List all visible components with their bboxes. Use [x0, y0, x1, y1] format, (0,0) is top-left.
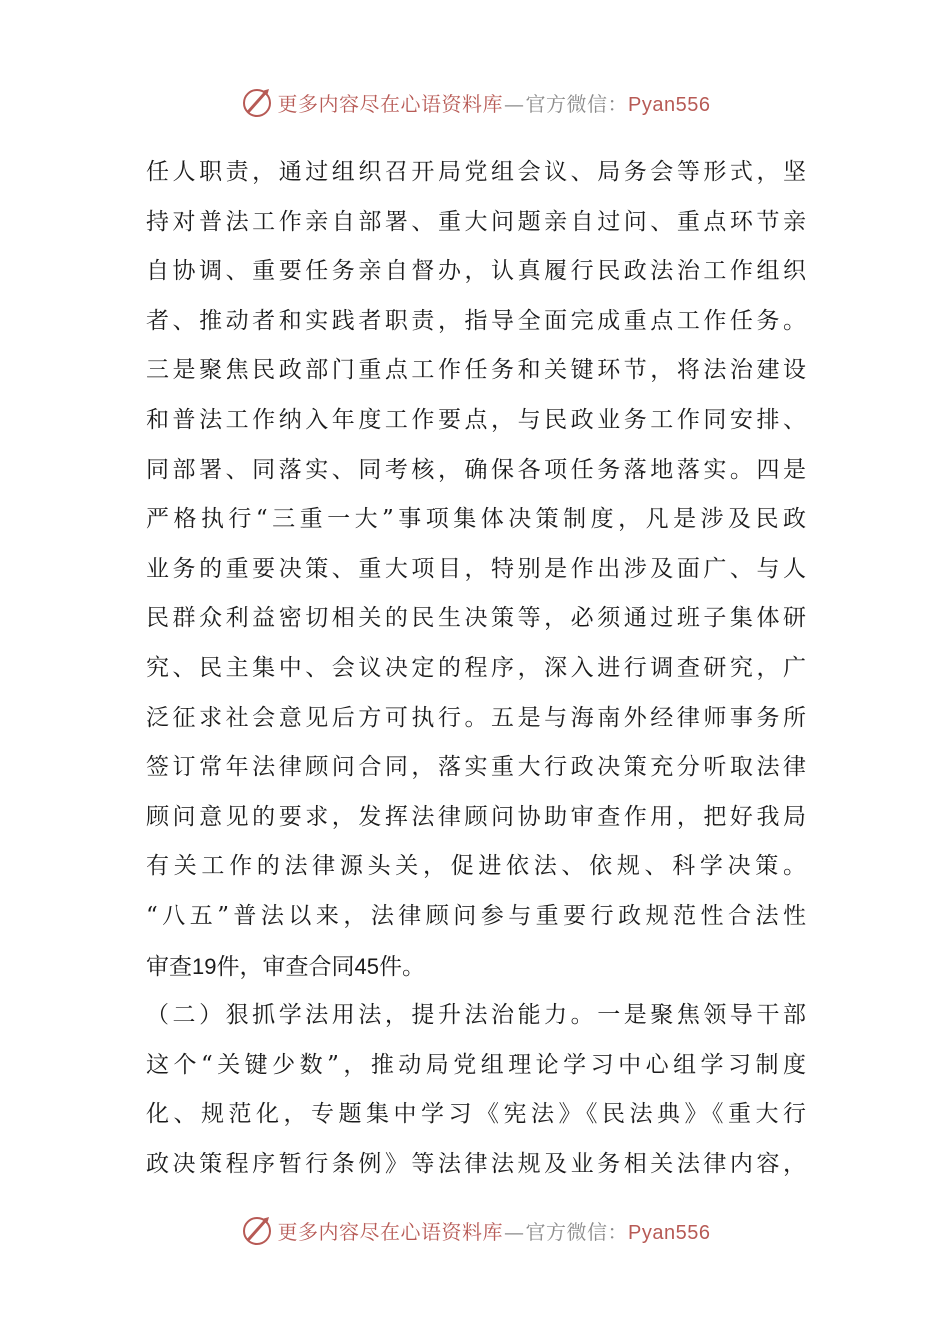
body-line: 任人职责，通过组织召开局党组会议、局务会等形式，坚: [146, 159, 806, 185]
body-line: 同部署、同落实、同考核，确保各项任务落地落实。四是: [146, 456, 806, 483]
body-line: 民群众利益密切相关的民生决策等，必须通过班子集体研: [146, 605, 806, 632]
body-line: 和普法工作纳入年度工作要点，与民政业务工作同安排、: [146, 406, 806, 433]
review-count-1: 19: [192, 953, 217, 979]
footer-watermark-banner: [0, 1210, 950, 1250]
footer-dash: —: [504, 1219, 525, 1244]
body-line: 化、规范化，专题集中学习《宪法》《民法典》《重大行: [146, 1101, 806, 1128]
footer-site-text: 更多内容尽在心语资料库: [277, 1219, 504, 1244]
pen-seal-logo-icon: [240, 1213, 274, 1247]
body-line: 者、推动者和实践者职责，指导全面完成重点工作任务。: [146, 307, 806, 334]
body-line: 政决策程序暂行条例》等法律法规及业务相关法律内容，: [146, 1150, 806, 1177]
body-line: 三是聚焦民政部门重点工作任务和关键环节，将法治建设: [146, 357, 806, 384]
header-site-text: 更多内容尽在心语资料库: [277, 91, 504, 116]
body-line: 自协调、重要任务亲自督办，认真履行民政法治工作组织: [146, 258, 806, 285]
header-wechat-label: 官方微信：: [525, 91, 629, 116]
line17-part2: 件，审查合同: [216, 953, 355, 980]
body-line-with-counts: [146, 942, 806, 992]
body-line: 签订常年法律顾问合同，落实重大行政决策充分听取法律: [146, 754, 806, 781]
header-dash: —: [504, 91, 525, 116]
footer-wechat-handle: Pyan556: [628, 1221, 711, 1244]
body-line: “八五”普法以来，法律顾问参与重要行政规范性合法性: [146, 902, 806, 929]
body-line: 有关工作的法律源头关，促进依法、依规、科学决策。: [146, 853, 806, 880]
header-watermark-text: [278, 88, 711, 117]
footer-watermark-text: [278, 1216, 711, 1245]
line17-part3: 件。: [378, 953, 425, 980]
body-line: 顾问意见的要求，发挥法律顾问协助审查作用，把好我局: [146, 803, 806, 830]
document-body: [146, 148, 806, 1189]
body-line: 持对普法工作亲自部署、重大问题亲自过问、重点环节亲: [146, 208, 806, 235]
footer-wechat-label: 官方微信：: [525, 1219, 629, 1244]
body-line: 严格执行“三重一大”事项集体决策制度，凡是涉及民政: [146, 506, 806, 533]
body-line: 这个“关键少数”，推动局党组理论学习中心组学习制度: [146, 1051, 806, 1078]
header-watermark-banner: [0, 82, 950, 122]
header-wechat-handle: Pyan556: [628, 93, 711, 116]
body-line: 泛征求社会意见后方可执行。五是与海南外经律师事务所: [146, 704, 806, 731]
pen-seal-logo-icon: [240, 85, 274, 119]
body-line: （二）狠抓学法用法，提升法治能力。一是聚焦领导干部: [146, 1002, 806, 1029]
line17-part1: 审查: [146, 953, 192, 980]
body-line: 究、民主集中、会议决定的程序，深入进行调查研究，广: [146, 654, 806, 681]
body-line: 业务的重要决策、重大项目，特别是作出涉及面广、与人: [146, 555, 806, 582]
contract-count: 45: [354, 953, 379, 979]
